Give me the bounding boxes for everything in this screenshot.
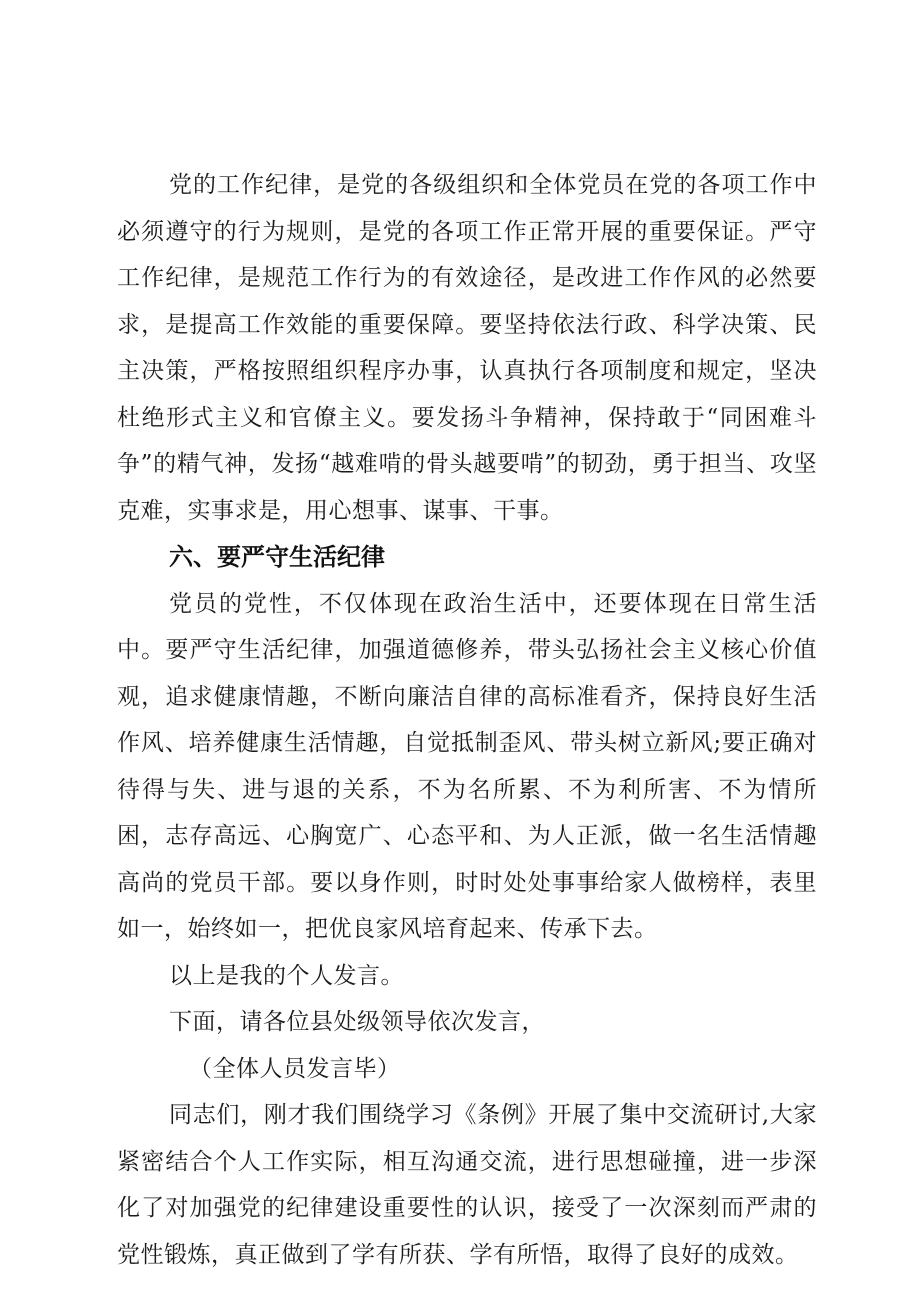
paragraph-all-done: （全体人员发言毕） <box>189 1055 401 1082</box>
paragraph-personal-end: 以上是我的个人发言。 <box>169 962 404 989</box>
paragraph-life-discipline: 党员的党性，不仅体现在政治生活中，还要体现在日常生活中。要严守生活纪律，加强道德修养，带头弘扬社会主义核心价值观，追求健康情趣，不断向廉洁自律的高标准看齐，保持良好生活作风、培养健康生活情趣，自觉抵制歪风、带头树立新风;要正确对待得与失、进与退的关系，不为名所累、不为利所害、不为情所困，志存高远、心胸宽广、心态平和、为人正派，做一名生活情趣高尚的党员干部。要以身作则，时时处处事事给家人做榜样，表里如一，始终如一，把优良家风培育起来、传承下去。 <box>117 590 817 942</box>
paragraph-work-discipline: 党的工作纪律，是党的各级组织和全体党员在党的各项工作中必须遵守的行为规则，是党的各项工作正常开展的重要保证。严守工作纪律，是规范工作行为的有效途径，是改进工作作风的必然要求，是提高工作效能的重要保障。要坚持依法行政、科学决策、民主决策，严格按照组织程序办事，认真执行各项制度和规定，坚决杜绝形式主义和官僚主义。要发扬斗争精神，保持敢于“同困难斗争”的精气神，发扬“越难啃的骨头越要啃”的韧劲，勇于担当、攻坚克难，实事求是，用心想事、谋事、干事。 <box>117 172 817 524</box>
paragraph-invite: 下面，请各位县处级领导依次发言， <box>169 1009 545 1035</box>
paragraph-summary: 同志们，刚才我们围绕学习《条例》开展了集中交流研讨,大家紧密结合个人工作实际，相互沟通交流，进行思想碰撞，进一步深化了对加强党的纪律建设重要性的认识，接受了一次深刻而严肃的党性锻炼，真正做到了学有所获、学有所悟，取得了良好的成效。 <box>117 1102 817 1268</box>
document-body <box>117 162 817 1278</box>
section-heading-life-discipline: 六、要严守生活纪律 <box>169 543 385 571</box>
